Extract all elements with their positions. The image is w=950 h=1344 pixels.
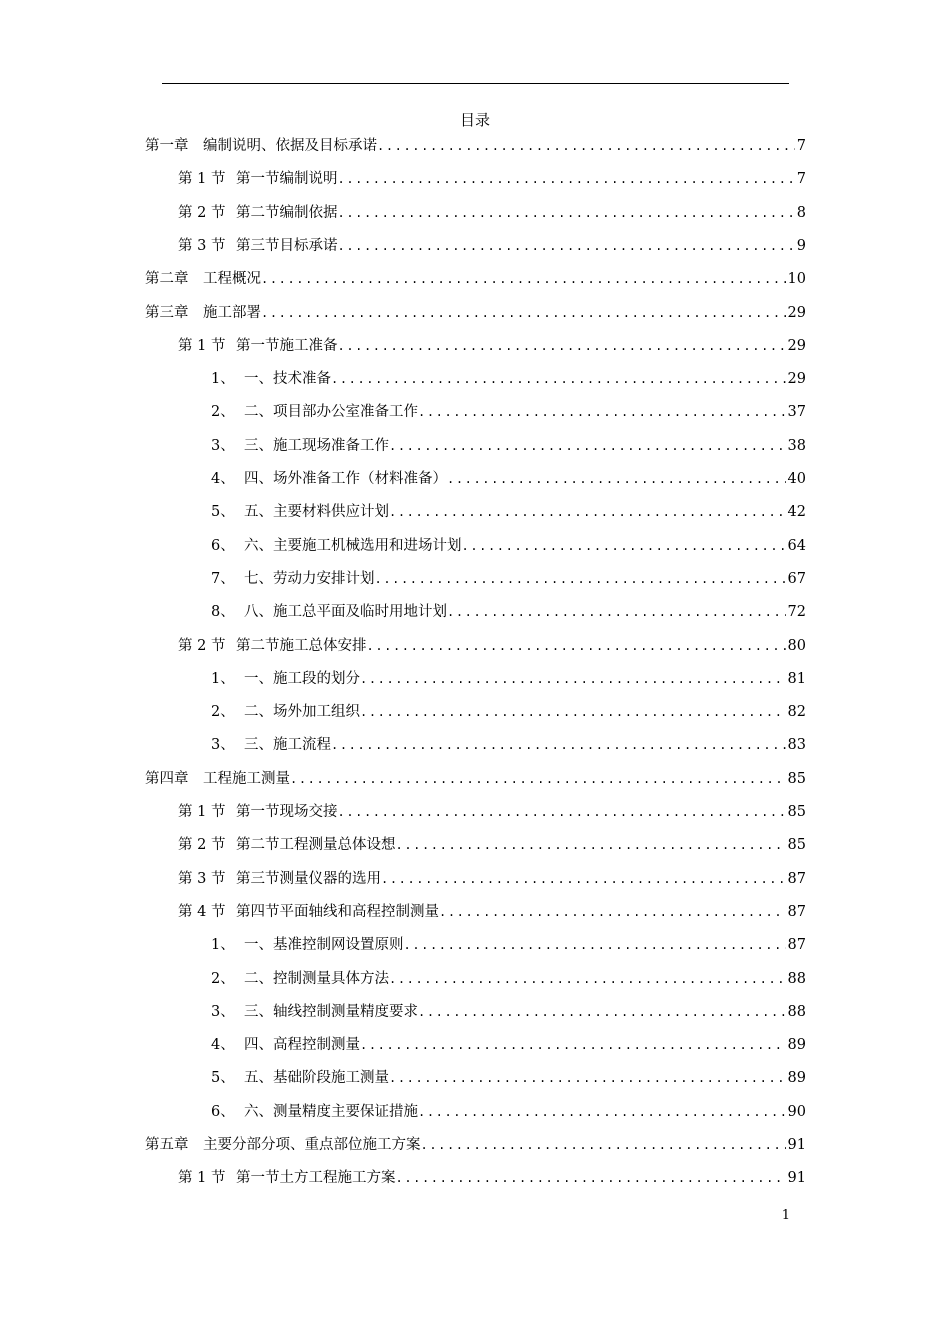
- toc-entry[interactable]: [178, 203, 806, 223]
- toc-entry[interactable]: [211, 469, 806, 489]
- toc-entry-number: 第 4 节: [178, 903, 226, 920]
- toc-entry-text: 五、主要材料供应计划: [244, 504, 389, 521]
- toc-leader-dots: [367, 636, 786, 656]
- header-rule: [162, 83, 789, 84]
- page-number: 1: [781, 1208, 790, 1223]
- toc-entry[interactable]: [178, 169, 806, 189]
- toc-entry[interactable]: [145, 303, 806, 323]
- toc-entry-text: 二、控制测量具体方法: [244, 970, 389, 987]
- toc-entry-number: 8、: [211, 604, 235, 621]
- toc-entry-number: 6、: [211, 537, 235, 554]
- toc-entry-page: 38: [787, 437, 806, 454]
- toc-entry-text: 三、施工流程: [244, 737, 331, 754]
- toc-entry-number: 第 3 节: [178, 870, 226, 887]
- toc-leader-dots: [389, 969, 786, 989]
- toc-leader-dots: [462, 536, 786, 556]
- toc-leader-dots: [389, 502, 786, 522]
- toc-leader-dots: [290, 769, 786, 789]
- toc-entry-number: 1、: [211, 937, 235, 954]
- toc-entry-text: 第三节测量仪器的选用: [236, 870, 381, 887]
- toc-entry-text: 主要分部分项、重点部位施工方案: [203, 1137, 421, 1153]
- toc-leader-dots: [377, 136, 795, 156]
- toc-entry[interactable]: [211, 602, 806, 622]
- toc-entry-number: 4、: [211, 471, 235, 487]
- toc-entry[interactable]: [178, 802, 806, 822]
- toc-entry-number: 4、: [211, 1037, 235, 1054]
- toc-entry-number: 2、: [211, 970, 235, 987]
- toc-entry-page: 67: [787, 570, 806, 587]
- toc-entry-number: 5、: [211, 1070, 235, 1087]
- toc-entry-page: 91: [787, 1170, 806, 1187]
- toc-entry-page: 87: [787, 903, 806, 920]
- toc-leader-dots: [375, 569, 786, 589]
- toc-entry-number: 第一章: [145, 138, 189, 154]
- toc-entry[interactable]: [211, 935, 806, 955]
- toc-entry-page: 82: [787, 704, 806, 721]
- toc-entry-number: 第 2 节: [178, 837, 226, 854]
- toc-leader-dots: [389, 436, 786, 456]
- toc-entry-text: 三、轴线控制测量精度要求: [244, 1003, 418, 1020]
- toc-entry-text: 第一节施工准备: [236, 337, 338, 354]
- toc-entry-page: 87: [787, 937, 806, 954]
- toc-leader-dots: [360, 702, 786, 722]
- toc-entry-page: 29: [787, 371, 806, 388]
- toc-entry[interactable]: [211, 536, 806, 556]
- toc-entry-text: 第二节施工总体安排: [236, 637, 367, 654]
- toc-entry-number: 第二章: [145, 271, 189, 288]
- toc-leader-dots: [418, 402, 786, 422]
- toc-entry-number: 5、: [211, 504, 235, 521]
- toc-entry-number: 2、: [211, 404, 235, 421]
- toc-entry-number: 1、: [211, 670, 235, 687]
- toc-leader-dots: [421, 1135, 786, 1155]
- toc-leader-dots: [447, 469, 786, 489]
- toc-leader-dots: [331, 369, 786, 389]
- toc-entry-text: 一、施工段的划分: [244, 670, 360, 687]
- toc-entry-text: 施工部署: [203, 304, 261, 321]
- toc-entry-number: 7、: [211, 570, 235, 587]
- toc-entry[interactable]: [145, 769, 806, 789]
- toc-entry-number: 第 2 节: [178, 637, 226, 654]
- toc-entry-page: 29: [787, 304, 806, 321]
- toc-entry-text: 六、测量精度主要保证措施: [244, 1103, 418, 1120]
- toc-entry[interactable]: [211, 702, 806, 722]
- toc-entry-number: 第 1 节: [178, 1170, 226, 1187]
- toc-title: 目录: [459, 111, 490, 129]
- toc-entry-page: 87: [787, 870, 806, 887]
- toc-entry-text: 工程施工测量: [203, 770, 290, 787]
- toc-entry-number: 第 3 节: [178, 237, 226, 254]
- toc-entry[interactable]: [211, 735, 806, 755]
- toc-entry[interactable]: [211, 969, 806, 989]
- toc-entry-page: 85: [787, 770, 806, 787]
- toc-entry-number: 6、: [211, 1103, 235, 1120]
- toc-entry-page: 7: [796, 138, 806, 154]
- toc-leader-dots: [396, 835, 786, 855]
- toc-leader-dots: [338, 802, 786, 822]
- toc-leader-dots: [338, 169, 795, 189]
- toc-entry-page: 89: [787, 1070, 806, 1087]
- toc-entry[interactable]: [211, 502, 806, 522]
- toc-entry-text: 四、场外准备工作（材料准备）: [244, 471, 447, 487]
- toc-entry-number: 第三章: [145, 304, 189, 321]
- toc-entry-page: 72: [787, 604, 806, 621]
- toc-entry-number: 3、: [211, 1003, 235, 1020]
- toc-entry[interactable]: [178, 902, 806, 922]
- toc-entry-text: 一、基准控制网设置原则: [244, 937, 404, 954]
- toc-leader-dots: [261, 303, 786, 323]
- toc-entry[interactable]: [211, 1002, 806, 1022]
- toc-entry-number: 第五章: [145, 1137, 189, 1153]
- toc-entry[interactable]: [178, 1168, 806, 1188]
- toc-entry-page: 8: [796, 204, 806, 221]
- toc-entry-number: 3、: [211, 437, 235, 454]
- toc-entry[interactable]: [145, 136, 806, 156]
- toc-entry-page: 88: [787, 970, 806, 987]
- toc-entry[interactable]: [211, 1102, 806, 1122]
- toc-entry-number: 第 1 节: [178, 804, 226, 820]
- toc-entry-page: 37: [787, 404, 806, 421]
- toc-leader-dots: [439, 902, 786, 922]
- toc-entry-text: 第四节平面轴线和高程控制测量: [236, 903, 439, 920]
- toc-leader-dots: [389, 1068, 786, 1088]
- toc-entry-number: 第四章: [145, 770, 189, 787]
- toc-leader-dots: [404, 935, 786, 955]
- toc-entry[interactable]: [178, 636, 806, 656]
- toc-entry-page: 85: [787, 837, 806, 854]
- toc-entry-page: 10: [787, 271, 806, 288]
- toc-entry-page: 88: [787, 1003, 806, 1020]
- toc-entry-number: 第 1 节: [178, 337, 226, 354]
- toc-entry-page: 42: [787, 504, 806, 521]
- toc-leader-dots: [261, 269, 786, 289]
- toc-leader-dots: [360, 669, 786, 689]
- toc-entry-text: 第一节编制说明: [236, 171, 338, 188]
- toc-entry-number: 3、: [211, 737, 235, 754]
- toc-entry-text: 八、施工总平面及临时用地计划: [244, 604, 447, 621]
- toc-entry[interactable]: [178, 336, 806, 356]
- toc-entry-page: 83: [787, 737, 806, 754]
- toc-leader-dots: [396, 1168, 786, 1188]
- toc-entry-text: 七、劳动力安排计划: [244, 570, 375, 587]
- toc-entry-page: 80: [787, 637, 806, 654]
- toc-entry[interactable]: [145, 1135, 806, 1155]
- toc-entry-number: 2、: [211, 704, 235, 721]
- toc-entry-page: 40: [787, 471, 806, 487]
- toc-entry-text: 一、技术准备: [244, 371, 331, 388]
- toc-leader-dots: [331, 735, 786, 755]
- toc-entry[interactable]: [178, 869, 806, 889]
- toc-leader-dots: [338, 336, 786, 356]
- toc-entry[interactable]: [178, 236, 806, 256]
- toc-entry[interactable]: [211, 1068, 806, 1088]
- toc-entry-text: 第一节土方工程施工方案: [236, 1170, 396, 1187]
- toc-entry-page: 9: [796, 237, 806, 254]
- toc-leader-dots: [360, 1035, 786, 1055]
- toc-entry-text: 第三节目标承诺: [236, 237, 338, 254]
- toc-entry-page: 7: [796, 171, 806, 188]
- toc-entry-text: 六、主要施工机械选用和进场计划: [244, 537, 462, 554]
- toc-leader-dots: [418, 1102, 786, 1122]
- toc-entry-page: 85: [787, 804, 806, 820]
- toc-entry[interactable]: [211, 569, 806, 589]
- toc-entry[interactable]: [211, 1035, 806, 1055]
- toc-entry-page: 64: [787, 537, 806, 554]
- toc-entry-text: 第二节工程测量总体设想: [236, 837, 396, 854]
- toc-entry-text: 第一节现场交接: [236, 804, 338, 820]
- toc-leader-dots: [338, 236, 795, 256]
- toc-leader-dots: [447, 602, 786, 622]
- toc-entry-text: 二、项目部办公室准备工作: [244, 404, 418, 421]
- toc-entry-page: 81: [787, 670, 806, 687]
- toc-leader-dots: [338, 203, 795, 223]
- toc-entry-text: 五、基础阶段施工测量: [244, 1070, 389, 1087]
- toc-entry-page: 90: [787, 1103, 806, 1120]
- toc-entry-text: 工程概况: [203, 271, 261, 288]
- toc-entry-number: 第 2 节: [178, 204, 226, 221]
- toc-leader-dots: [418, 1002, 786, 1022]
- toc-entry[interactable]: [211, 402, 806, 422]
- toc-entry[interactable]: [211, 436, 806, 456]
- toc-entry-page: 89: [787, 1037, 806, 1054]
- toc-entry[interactable]: [211, 369, 806, 389]
- toc-entry-text: 二、场外加工组织: [244, 704, 360, 721]
- toc-leader-dots: [381, 869, 786, 889]
- toc-entry-number: 第 1 节: [178, 171, 226, 188]
- toc-entry[interactable]: [178, 835, 806, 855]
- toc-entry-text: 第二节编制依据: [236, 204, 338, 221]
- toc-entry-page: 29: [787, 337, 806, 354]
- toc-entry[interactable]: [211, 669, 806, 689]
- toc-entry-number: 1、: [211, 371, 235, 388]
- toc-entry-text: 编制说明、依据及目标承诺: [203, 138, 377, 154]
- toc-entry-page: 91: [787, 1137, 806, 1153]
- toc-entry-text: 四、高程控制测量: [244, 1037, 360, 1054]
- toc-entry[interactable]: [145, 269, 806, 289]
- toc-entry-text: 三、施工现场准备工作: [244, 437, 389, 454]
